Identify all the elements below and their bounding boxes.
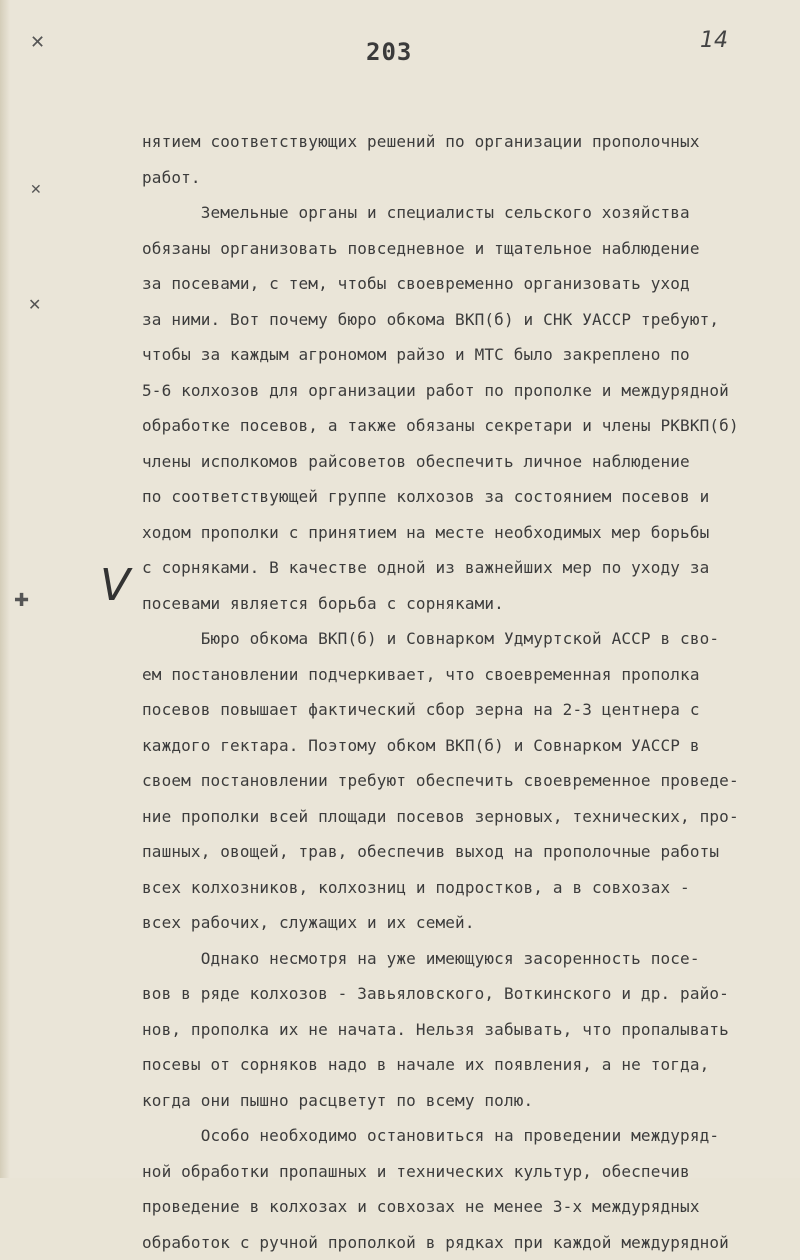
text-line: работ.: [142, 160, 790, 196]
text-line: всех рабочих, служащих и их семей.: [142, 905, 790, 941]
text-line: обработке посевов, а также обязаны секретари и члены РКВКП(б): [142, 408, 790, 444]
text-line: вов в ряде колхозов - Завьяловского, Воткинского и др. райо-: [142, 976, 790, 1012]
text-line: когда они пышно расцветут по всему полю.: [142, 1083, 790, 1119]
text-line: Земельные органы и специалисты сельского хозяйства: [142, 195, 790, 231]
page-number: 203: [366, 38, 412, 66]
text-line: чтобы за каждым агрономом райзо и МТС было закреплено по: [142, 337, 790, 373]
text-line: с сорняками. В качестве одной из важнейших мер по уходу за: [142, 550, 790, 586]
text-line: за ними. Вот почему бюро обкома ВКП(б) и СНК УАССР требуют,: [142, 302, 790, 338]
text-line: 5-6 колхозов для организации работ по прополке и междурядной: [142, 373, 790, 409]
text-line: всех колхозников, колхозниц и подростков, а в совхозах -: [142, 870, 790, 906]
text-line: нов, прополка их не начата. Нельзя забывать, что пропалывать: [142, 1012, 790, 1048]
typed-text-body: [142, 124, 790, 1260]
margin-checkmark: V: [100, 560, 130, 611]
text-line: по соответствующей группе колхозов за состоянием посевов и: [142, 479, 790, 515]
text-line: каждого гектара. Поэтому обком ВКП(б) и Совнарком УАССР в: [142, 728, 790, 764]
text-line: ем постановлении подчеркивает, что своевременная прополка: [142, 657, 790, 693]
text-line: пашных, овощей, трав, обеспечив выход на прополочные работы: [142, 834, 790, 870]
page-edge-shadow: [0, 0, 10, 1178]
tack-mark-icon: ✕: [30, 32, 45, 53]
text-line: проведение в колхозах и совхозах не менее 3-х междурядных: [142, 1189, 790, 1225]
text-line: ние прополки всей площади посевов зерновых, технических, про-: [142, 799, 790, 835]
text-line: Однако несмотря на уже имеющуюся засоренность посе-: [142, 941, 790, 977]
text-line: нятием соответствующих решений по организации прополочных: [142, 124, 790, 160]
text-line: обязаны организовать повседневное и тщательное наблюдение: [142, 231, 790, 267]
text-line: Особо необходимо остановиться на проведении междуряд-: [142, 1118, 790, 1154]
tack-mark-icon: ✕: [30, 182, 42, 198]
text-line: Бюро обкома ВКП(б) и Совнарком Удмуртской АССР в сво-: [142, 621, 790, 657]
text-line: посевы от сорняков надо в начале их появления, а не тогда,: [142, 1047, 790, 1083]
folio-number: 14: [700, 28, 728, 53]
text-line: посевов повышает фактический сбор зерна на 2-3 центнера с: [142, 692, 790, 728]
text-line: посевами является борьба с сорняками.: [142, 586, 790, 622]
text-line: за посевами, с тем, чтобы своевременно организовать уход: [142, 266, 790, 302]
text-line: своем постановлении требуют обеспечить своевременное проведе-: [142, 763, 790, 799]
text-line: ходом прополки с принятием на месте необходимых мер борьбы: [142, 515, 790, 551]
tack-mark-icon: ✕: [28, 295, 41, 314]
text-line: члены исполкомов райсоветов обеспечить личное наблюдение: [142, 444, 790, 480]
text-line: ной обработки пропашных и технических культур, обеспечив: [142, 1154, 790, 1190]
text-line: обработок с ручной прополкой в рядках при каждой междурядной: [142, 1225, 790, 1260]
tack-mark-icon: ✚: [14, 590, 29, 611]
